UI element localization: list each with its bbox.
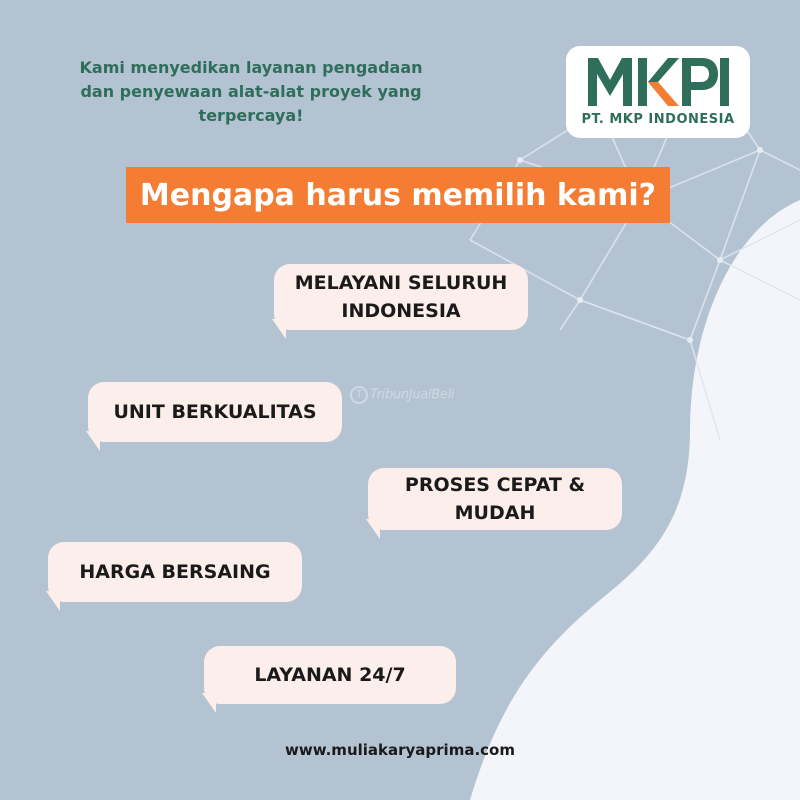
company-logo: [566, 46, 750, 138]
bubble-tail: [366, 519, 380, 539]
feature-bubble-nationwide: [274, 264, 528, 330]
watermark-text: TribunJualBeli: [370, 387, 455, 403]
feature-bubble-service: [204, 646, 456, 704]
website-url: www.muliakaryaprima.com: [285, 741, 515, 759]
feature-line: HARGA BERSAING: [79, 561, 271, 583]
feature-line: MELAYANI SELURUH: [294, 272, 508, 294]
intro-line: dan penyewaan alat-alat proyek yang: [80, 82, 422, 101]
bubble-tail: [86, 431, 100, 451]
feature-line: MUDAH: [454, 502, 536, 524]
feature-bubble-fast: [368, 468, 622, 530]
feature-line: PROSES CEPAT &: [404, 474, 586, 496]
bubble-tail: [46, 591, 60, 611]
intro-line: terpercaya!: [198, 106, 304, 125]
mkpi-logo-mark: [586, 54, 730, 110]
feature-line: LAYANAN 24/7: [254, 664, 406, 686]
feature-line: INDONESIA: [341, 300, 461, 322]
intro-text: [66, 56, 436, 128]
bubble-tail: [272, 319, 286, 339]
intro-line: Kami menyedikan layanan pengadaan: [79, 58, 423, 77]
headline-banner: Mengapa harus memilih kami?: [126, 167, 670, 223]
company-name: PT. MKP INDONESIA: [581, 112, 735, 127]
feature-bubble-price: [48, 542, 302, 602]
watermark: [350, 386, 454, 404]
feature-line: UNIT BERKUALITAS: [113, 401, 317, 423]
watermark-t-icon: T: [350, 386, 368, 404]
feature-bubble-quality: [88, 382, 342, 442]
bubble-tail: [202, 693, 216, 713]
